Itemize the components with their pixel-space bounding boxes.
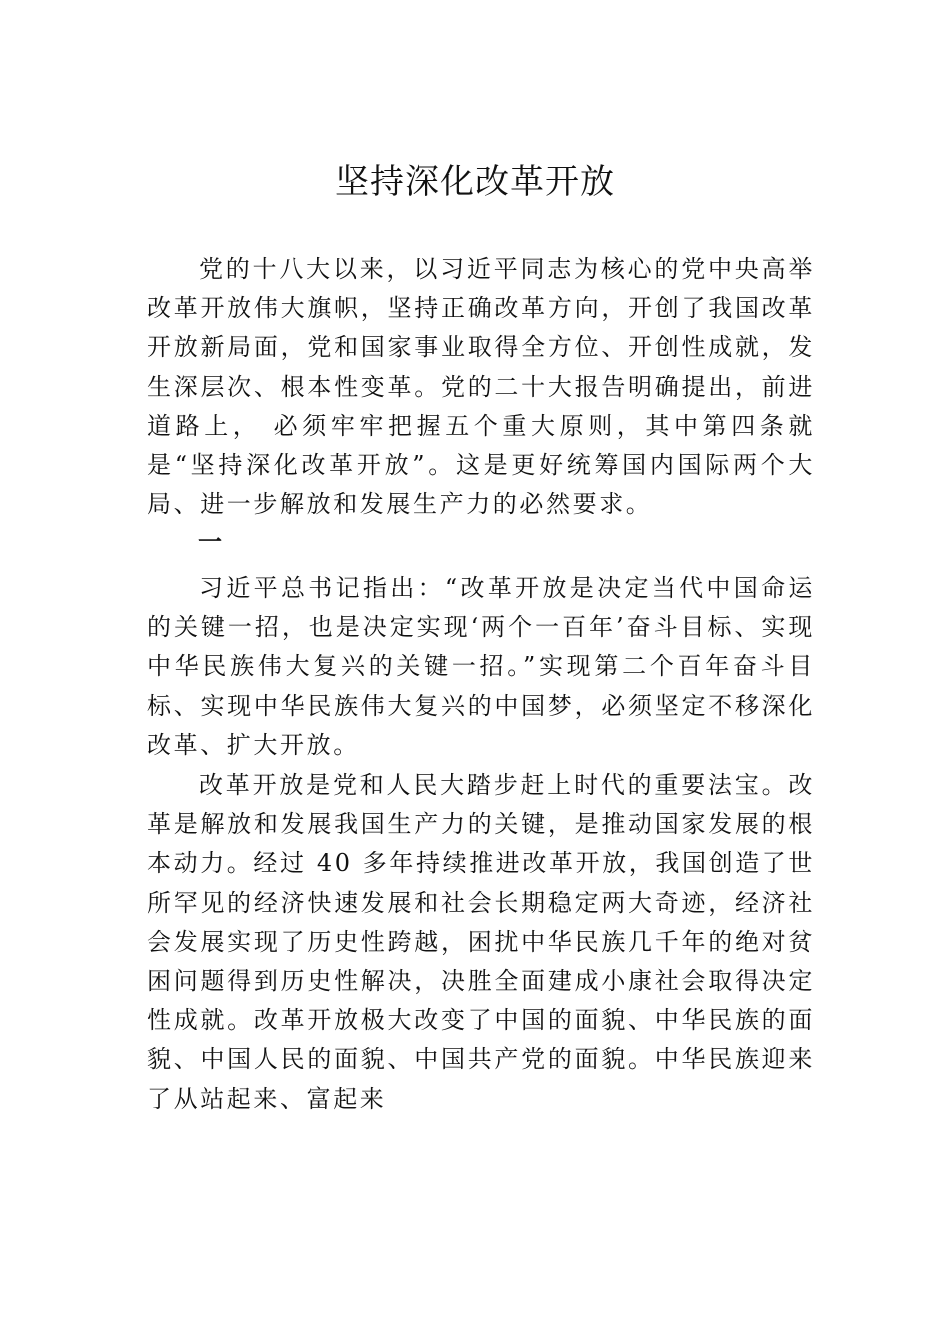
paragraph-1: 党的十八大以来，以习近平同志为核心的党中央高举改革开放伟大旗帜，坚持正确改革方向，开创了我国改革开放新局面，党和国家事业取得全方位、开创性成就，发生深层次、根本性变革。党的二十大报告明确提出，前进道路上， 必须牢牢把握五个重大原则，其中第四条就是“坚持深化改革开放”。这是更好统筹国内国际两个大局、进一步解放和发展生产力的必然要求。 xyxy=(147,255,815,519)
paragraph-2: 习近平总书记指出：“改革开放是决定当代中国命运的关键一招，也是决定实现‘两个一百年’奋斗目标、实现中华民族伟大复兴的关键一招。”实现第二个百年奋斗目标、实现中华民族伟大复兴的中国梦，必须坚定不移深化改革、扩大开放。 xyxy=(147,574,815,759)
paragraph-block-2 xyxy=(147,569,815,765)
paragraph-block-3 xyxy=(147,766,815,1119)
section-number: 一 xyxy=(198,527,222,556)
document-title: 坚持深化改革开放 xyxy=(335,162,615,202)
paragraph-3: 改革开放是党和人民大踏步赶上时代的重要法宝。改革是解放和发展我国生产力的关键，是推动国家发展的根本动力。经过 40 多年持续推进改革开放，我国创造了世所罕见的经济快速发展和社会长期稳定两大奇迹，经济社会发展实现了历史性跨越，困扰中华民族几千年的绝对贫困问题得到历史性解决，决胜全面建成小康社会取得决定性成就。改革开放极大改变了中国的面貌、中华民族的面貌、中国人民的面貌、中国共产党的面貌。中华民族迎来了从站起来、富起来 xyxy=(147,771,815,1113)
paragraph-block-1 xyxy=(147,250,815,524)
